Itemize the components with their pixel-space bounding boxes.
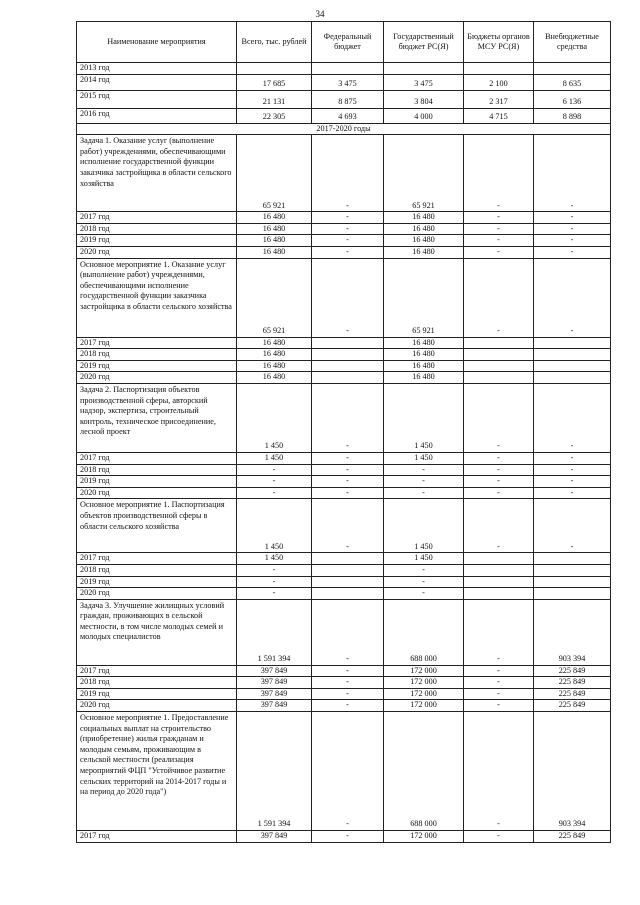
cell-total: - xyxy=(237,564,312,576)
cell-total: 21 131 xyxy=(237,90,312,108)
cell-state: - xyxy=(384,588,464,600)
cell-extra: 8 635 xyxy=(534,74,611,90)
cell-total: 397 849 xyxy=(237,831,312,843)
cell-federal: - xyxy=(312,677,384,689)
cell-name: Задача 3. Улучшение жилищных условий граждан, проживающих в сельской местности, в том числе молодых семей и молодых специалистов xyxy=(77,599,237,665)
cell-msu xyxy=(464,337,534,349)
cell-name: 2013 год xyxy=(77,63,237,75)
cell-federal xyxy=(312,372,384,384)
cell-name: 2018 год xyxy=(77,564,237,576)
cell-total: 16 480 xyxy=(237,223,312,235)
cell-name: 2019 год xyxy=(77,576,237,588)
cell-name: 2019 год xyxy=(77,688,237,700)
cell-total: 1 591 394 xyxy=(237,599,312,665)
cell-federal: 3 475 xyxy=(312,74,384,90)
cell-total: 1 450 xyxy=(237,383,312,452)
table-row xyxy=(77,588,611,600)
cell-total: 22 305 xyxy=(237,108,312,123)
cell-name: 2014 год xyxy=(77,74,237,90)
cell-federal: - xyxy=(312,700,384,712)
cell-total: 16 480 xyxy=(237,212,312,224)
cell-extra: 6 136 xyxy=(534,90,611,108)
table-body xyxy=(77,63,611,843)
cell-state: 688 000 xyxy=(384,712,464,831)
cell-state: - xyxy=(384,576,464,588)
table-row xyxy=(77,712,611,831)
table-row xyxy=(77,235,611,247)
cell-state: 1 450 xyxy=(384,499,464,553)
cell-total: 16 480 xyxy=(237,360,312,372)
cell-extra xyxy=(534,576,611,588)
cell-msu: 2 317 xyxy=(464,90,534,108)
cell-extra: - xyxy=(534,235,611,247)
table-row xyxy=(77,576,611,588)
cell-msu xyxy=(464,564,534,576)
cell-state: - xyxy=(384,564,464,576)
cell-name: Основное мероприятие 1. Предоставление социальных выплат на строительство (приобретение) жилья гражданам и молодым семьям, проживающим в сельской местности (реализация мероприятий ФЦП "Устойчивое развитие сельских территорий на 2014-2017 годы и на период до 2020 года") xyxy=(77,712,237,831)
table-row xyxy=(77,476,611,488)
cell-federal: - xyxy=(312,665,384,677)
cell-total: 397 849 xyxy=(237,677,312,689)
cell-msu: - xyxy=(464,258,534,337)
cell-total: 16 480 xyxy=(237,349,312,361)
cell-name: Задача 1. Оказание услуг (выполнение работ) учреждениями, обеспечивающими исполнение государственной функции заказчика застройщика в области сельского хозяйства xyxy=(77,135,237,212)
cell-name: 2020 год xyxy=(77,588,237,600)
cell-extra xyxy=(534,588,611,600)
cell-extra: 8 898 xyxy=(534,108,611,123)
cell-state xyxy=(384,63,464,75)
cell-total: 17 685 xyxy=(237,74,312,90)
cell-federal xyxy=(312,576,384,588)
cell-total: - xyxy=(237,487,312,499)
cell-msu: - xyxy=(464,688,534,700)
cell-federal: 8 875 xyxy=(312,90,384,108)
cell-extra xyxy=(534,63,611,75)
cell-msu xyxy=(464,349,534,361)
cell-extra: 225 849 xyxy=(534,700,611,712)
table-row xyxy=(77,564,611,576)
column-header-state: Государственный бюджет РС(Я) xyxy=(384,22,464,63)
cell-state: 172 000 xyxy=(384,700,464,712)
cell-msu: - xyxy=(464,135,534,212)
cell-state: 16 480 xyxy=(384,212,464,224)
cell-state: 1 450 xyxy=(384,452,464,464)
cell-federal xyxy=(312,553,384,565)
cell-state: - xyxy=(384,476,464,488)
table-row xyxy=(77,212,611,224)
table-row xyxy=(77,90,611,108)
cell-total: - xyxy=(237,588,312,600)
cell-state: 688 000 xyxy=(384,599,464,665)
cell-extra xyxy=(534,564,611,576)
cell-total: 65 921 xyxy=(237,135,312,212)
cell-federal: - xyxy=(312,452,384,464)
cell-name: Задача 2. Паспортизация объектов производственной сферы, авторский надзор, экспертиза, строительный контроль, техническое присоединение, лесной проект xyxy=(77,383,237,452)
cell-name: 2020 год xyxy=(77,487,237,499)
cell-federal xyxy=(312,349,384,361)
cell-total: 397 849 xyxy=(237,700,312,712)
table-row xyxy=(77,63,611,75)
cell-extra xyxy=(534,337,611,349)
column-header-federal: Федеральный бюджет xyxy=(312,22,384,63)
cell-msu xyxy=(464,360,534,372)
cell-total: 1 450 xyxy=(237,452,312,464)
table-row xyxy=(77,246,611,258)
cell-federal: - xyxy=(312,258,384,337)
cell-extra xyxy=(534,372,611,384)
cell-name: 2018 год xyxy=(77,223,237,235)
cell-state: - xyxy=(384,487,464,499)
cell-extra: - xyxy=(534,383,611,452)
cell-msu: - xyxy=(464,712,534,831)
cell-federal xyxy=(312,63,384,75)
cell-msu: - xyxy=(464,831,534,843)
cell-msu: - xyxy=(464,677,534,689)
table-row xyxy=(77,665,611,677)
table-row xyxy=(77,452,611,464)
cell-msu: - xyxy=(464,464,534,476)
cell-msu: - xyxy=(464,235,534,247)
cell-federal xyxy=(312,588,384,600)
cell-federal: - xyxy=(312,831,384,843)
cell-name: 2019 год xyxy=(77,476,237,488)
cell-extra: - xyxy=(534,476,611,488)
budget-table xyxy=(76,21,611,843)
cell-extra: - xyxy=(534,223,611,235)
cell-federal: - xyxy=(312,135,384,212)
cell-extra xyxy=(534,553,611,565)
cell-state: 65 921 xyxy=(384,258,464,337)
table-row xyxy=(77,349,611,361)
table-row xyxy=(77,553,611,565)
cell-name: 2019 год xyxy=(77,360,237,372)
cell-federal xyxy=(312,564,384,576)
cell-name: 2017 год xyxy=(77,452,237,464)
cell-name: 2018 год xyxy=(77,349,237,361)
cell-federal: - xyxy=(312,712,384,831)
cell-msu: - xyxy=(464,476,534,488)
table-row xyxy=(77,372,611,384)
column-header-msu: Бюджеты органов МСУ РС(Я) xyxy=(464,22,534,63)
cell-state: 16 480 xyxy=(384,223,464,235)
cell-name: 2017 год xyxy=(77,553,237,565)
cell-extra: 903 394 xyxy=(534,599,611,665)
cell-state: 4 000 xyxy=(384,108,464,123)
cell-total: 16 480 xyxy=(237,235,312,247)
cell-msu: - xyxy=(464,452,534,464)
page-number: 34 xyxy=(315,9,325,19)
cell-msu xyxy=(464,576,534,588)
cell-state: 1 450 xyxy=(384,383,464,452)
cell-name: 2018 год xyxy=(77,464,237,476)
cell-state: 3 475 xyxy=(384,74,464,90)
cell-msu: - xyxy=(464,499,534,553)
cell-total: 16 480 xyxy=(237,372,312,384)
cell-total: 65 921 xyxy=(237,258,312,337)
cell-total: - xyxy=(237,576,312,588)
cell-state: 65 921 xyxy=(384,135,464,212)
cell-federal xyxy=(312,360,384,372)
cell-msu: - xyxy=(464,665,534,677)
cell-name: 2017 год xyxy=(77,212,237,224)
cell-federal: - xyxy=(312,688,384,700)
cell-state: 1 450 xyxy=(384,553,464,565)
cell-state: 172 000 xyxy=(384,665,464,677)
cell-name: 2017 год xyxy=(77,665,237,677)
cell-extra: - xyxy=(534,212,611,224)
column-header-total: Всего, тыс. рублей xyxy=(237,22,312,63)
cell-msu xyxy=(464,372,534,384)
cell-total: 1 450 xyxy=(237,553,312,565)
cell-extra: - xyxy=(534,246,611,258)
cell-federal: - xyxy=(312,223,384,235)
cell-msu xyxy=(464,63,534,75)
cell-extra: - xyxy=(534,499,611,553)
cell-name: 2020 год xyxy=(77,246,237,258)
cell-federal: - xyxy=(312,246,384,258)
cell-name: 2020 год xyxy=(77,700,237,712)
cell-name: Основное мероприятие 1. Паспортизация объектов производственной сферы в области сельского хозяйства xyxy=(77,499,237,553)
cell-msu: - xyxy=(464,700,534,712)
cell-msu: - xyxy=(464,599,534,665)
cell-state: 172 000 xyxy=(384,831,464,843)
cell-federal: - xyxy=(312,383,384,452)
table-row xyxy=(77,337,611,349)
column-header-name: Наименование мероприятия xyxy=(77,22,237,63)
cell-state: 3 804 xyxy=(384,90,464,108)
cell-extra: 225 849 xyxy=(534,688,611,700)
cell-extra: - xyxy=(534,135,611,212)
cell-extra: 225 849 xyxy=(534,831,611,843)
cell-name: 2018 год xyxy=(77,677,237,689)
table-row xyxy=(77,599,611,665)
cell-federal xyxy=(312,337,384,349)
cell-extra: - xyxy=(534,258,611,337)
cell-extra: 903 394 xyxy=(534,712,611,831)
cell-state: 172 000 xyxy=(384,677,464,689)
cell-name: 2020 год xyxy=(77,372,237,384)
cell-state: 16 480 xyxy=(384,349,464,361)
cell-total xyxy=(237,63,312,75)
table-row xyxy=(77,464,611,476)
cell-name: 2019 год xyxy=(77,235,237,247)
table-row xyxy=(77,74,611,90)
cell-federal: - xyxy=(312,487,384,499)
cell-state: 16 480 xyxy=(384,235,464,247)
cell-total: 397 849 xyxy=(237,665,312,677)
cell-msu: - xyxy=(464,383,534,452)
cell-name: Основное мероприятие 1. Оказание услуг (выполнение работ) учреждениями, обеспечивающими исполнение государственной функции заказчика застройщика в области сельского хозяйства xyxy=(77,258,237,337)
table-row xyxy=(77,700,611,712)
cell-msu: 4 715 xyxy=(464,108,534,123)
cell-name: 2015 год xyxy=(77,90,237,108)
cell-federal: - xyxy=(312,212,384,224)
table-row xyxy=(77,688,611,700)
cell-total: 397 849 xyxy=(237,688,312,700)
table-row xyxy=(77,360,611,372)
cell-state: 16 480 xyxy=(384,337,464,349)
cell-state: 16 480 xyxy=(384,372,464,384)
cell-federal: - xyxy=(312,499,384,553)
table-row xyxy=(77,383,611,452)
cell-extra xyxy=(534,349,611,361)
table-row xyxy=(77,223,611,235)
column-header-extrabudget: Внебюджетные средства xyxy=(534,22,611,63)
cell-federal: - xyxy=(312,464,384,476)
table-row xyxy=(77,258,611,337)
cell-total: 1 591 394 xyxy=(237,712,312,831)
cell-msu: 2 100 xyxy=(464,74,534,90)
table-row xyxy=(77,123,611,135)
cell-federal: - xyxy=(312,599,384,665)
cell-federal: - xyxy=(312,235,384,247)
cell-state: 16 480 xyxy=(384,246,464,258)
table-row xyxy=(77,487,611,499)
cell-msu: - xyxy=(464,212,534,224)
cell-total: 1 450 xyxy=(237,499,312,553)
cell-extra: 225 849 xyxy=(534,677,611,689)
cell-name: 2017 год xyxy=(77,831,237,843)
cell-state: 172 000 xyxy=(384,688,464,700)
period-label: 2017-2020 годы xyxy=(77,123,611,135)
cell-msu: - xyxy=(464,246,534,258)
table-row xyxy=(77,831,611,843)
table-header-row xyxy=(77,22,611,63)
table-row xyxy=(77,108,611,123)
cell-federal: 4 693 xyxy=(312,108,384,123)
cell-federal: - xyxy=(312,476,384,488)
cell-extra: - xyxy=(534,452,611,464)
cell-total: 16 480 xyxy=(237,246,312,258)
cell-total: - xyxy=(237,476,312,488)
table-row xyxy=(77,677,611,689)
table-row xyxy=(77,135,611,212)
cell-extra xyxy=(534,360,611,372)
cell-msu: - xyxy=(464,223,534,235)
cell-state: 16 480 xyxy=(384,360,464,372)
cell-msu: - xyxy=(464,487,534,499)
cell-total: - xyxy=(237,464,312,476)
cell-state: - xyxy=(384,464,464,476)
cell-msu xyxy=(464,553,534,565)
cell-total: 16 480 xyxy=(237,337,312,349)
table-row xyxy=(77,499,611,553)
cell-name: 2016 год xyxy=(77,108,237,123)
cell-msu xyxy=(464,588,534,600)
cell-extra: - xyxy=(534,464,611,476)
cell-extra: 225 849 xyxy=(534,665,611,677)
cell-name: 2017 год xyxy=(77,337,237,349)
cell-extra: - xyxy=(534,487,611,499)
